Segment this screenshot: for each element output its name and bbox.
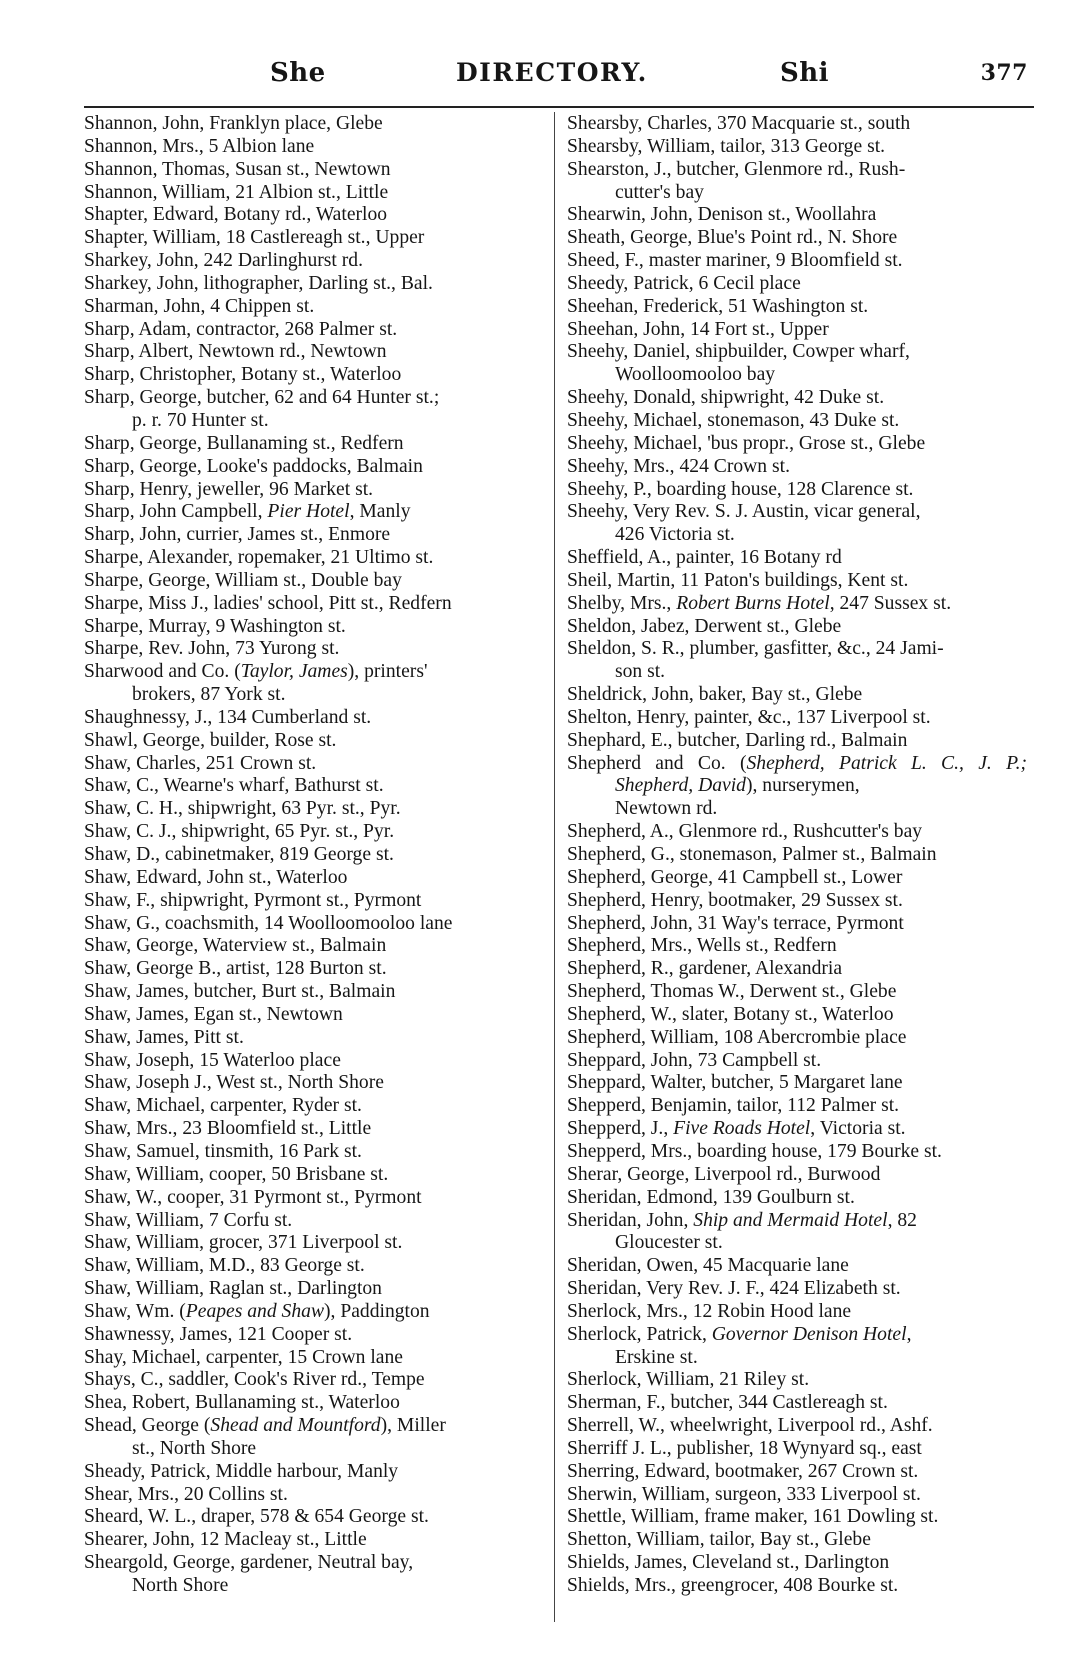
directory-entry: [567, 1529, 1027, 1552]
entry-text: Shepherd, Henry, bootmaker, 29 Sussex st.: [567, 889, 903, 911]
entry-text: Sheehy, Very Rev. S. J. Austin, vicar general,: [567, 501, 921, 523]
directory-entry: [567, 501, 1027, 547]
directory-entry: [84, 1415, 544, 1461]
directory-entry: [84, 1484, 544, 1507]
entry-text: Shaw, F., shipwright, Pyrmont st., Pyrmont: [84, 889, 422, 911]
entry-text: , 82: [887, 1209, 917, 1231]
directory-entry: [567, 753, 1027, 822]
entry-text: Sheldon, Jabez, Derwent st., Glebe: [567, 615, 842, 637]
directory-entry: [84, 1461, 544, 1484]
directory-entry: [84, 730, 544, 753]
entry-text: Shays, C., saddler, Cook's River rd., Tempe: [84, 1369, 425, 1391]
directory-entry: [84, 707, 544, 730]
entry-text: Shepperd, Benjamin, tailor, 112 Palmer st.: [567, 1095, 900, 1117]
entry-text: Shaw, George, Waterview st., Balmain: [84, 935, 387, 957]
directory-entry: [567, 821, 1027, 844]
column-divider: [554, 112, 555, 1622]
directory-entry: [84, 250, 544, 273]
right-column: [567, 113, 1027, 1598]
entry-text: Shaw, G., coachsmith, 14 Woolloomooloo lane: [84, 912, 453, 934]
entry-text: Shepherd, Mrs., Wells st., Redfern: [567, 935, 837, 957]
directory-entry: [567, 1210, 1027, 1256]
page-number: 377: [980, 60, 1028, 86]
entry-italic-text: Shead and Mountford: [210, 1415, 381, 1437]
directory-entry: [567, 387, 1027, 410]
directory-entry: [84, 753, 544, 776]
entry-text: Shaw, D., cabinetmaker, 819 George st.: [84, 844, 394, 865]
entry-text: Shetton, William, tailor, Bay st., Glebe: [567, 1529, 871, 1551]
entry-italic-text: Five Roads Hotel: [673, 1118, 811, 1140]
directory-entry: [567, 1369, 1027, 1392]
entry-text: Shannon, Mrs., 5 Albion lane: [84, 135, 315, 157]
directory-entry: [84, 1506, 544, 1529]
entry-italic-text: Shepherd, Patrick L. C., J. P.; Shepherd, David: [615, 752, 1027, 797]
entry-text: Shepperd, J.,: [567, 1118, 674, 1140]
entry-text: Shearsby, William, tailor, 313 George st.: [567, 135, 886, 157]
directory-entry: [84, 1232, 544, 1255]
directory-entry: [567, 616, 1027, 639]
directory-entry: [84, 296, 544, 319]
entry-text: Sharp, George, butcher, 62 and 64 Hunter st.;: [84, 387, 440, 409]
directory-entry: [84, 1027, 544, 1050]
entry-text: , Victoria st.: [810, 1118, 906, 1140]
entry-text: Sharp, George, Bullanaming st., Redfern: [84, 432, 404, 454]
entry-text: Sharkey, John, 242 Darlinghurst rd.: [84, 250, 363, 272]
entry-text: Shaw, James, Egan st., Newtown: [84, 1003, 343, 1025]
entry-text: Sheil, Martin, 11 Paton's buildings, Kent st.: [567, 569, 909, 591]
entry-text: Shannon, Thomas, Susan st., Newtown: [84, 158, 391, 180]
left-column: [84, 113, 544, 1598]
entry-text: Sheehy, Daniel, shipbuilder, Cowper wharf,: [567, 341, 910, 363]
entry-text: Sheehan, John, 14 Fort st., Upper: [567, 318, 829, 340]
entry-text: Shaw, C. J., shipwright, 65 Pyr. st., Pyr.: [84, 821, 395, 843]
directory-entry: [84, 593, 544, 616]
entry-text: Shepherd, Thomas W., Derwent st., Glebe: [567, 981, 897, 1003]
directory-entry: [567, 1004, 1027, 1027]
entry-text: Shaw, Joseph, 15 Waterloo place: [84, 1049, 341, 1071]
entry-text: Sheffield, A., painter, 16 Botany rd: [567, 547, 842, 569]
entry-text: ), Miller: [380, 1415, 446, 1437]
directory-entry: [567, 913, 1027, 936]
entry-text: Sharman, John, 4 Chippen st.: [84, 295, 315, 317]
entry-continuation: Newtown rd.: [615, 798, 718, 820]
entry-text: Sheehy, Michael, 'bus propr., Grose st., Glebe: [567, 432, 926, 454]
directory-entry: [567, 547, 1027, 570]
directory-entry: [84, 319, 544, 342]
entry-continuation: North Shore: [132, 1575, 229, 1596]
entry-text: Sharp, John, currier, James st., Enmore: [84, 524, 391, 546]
entry-text: Sharpe, Rev. John, 73 Yurong st.: [84, 638, 340, 660]
directory-entry: [567, 227, 1027, 250]
entry-text: Sharpe, Murray, 9 Washington st.: [84, 615, 346, 637]
entry-text: Shepherd, G., stonemason, Palmer st., Balmain: [567, 844, 937, 865]
entry-text: Shepperd, Mrs., boarding house, 179 Bourke st.: [567, 1140, 942, 1162]
directory-entry: [84, 890, 544, 913]
entry-text: ), Paddington: [324, 1300, 430, 1322]
entry-text: Shaw, William, Raglan st., Darlington: [84, 1278, 382, 1300]
directory-entry: [84, 1164, 544, 1187]
directory-entry: [567, 844, 1027, 867]
directory-entry: [567, 1050, 1027, 1073]
entry-text: Shettle, William, frame maker, 161 Dowling st.: [567, 1506, 939, 1528]
entry-text: Shea, Robert, Bullanaming st., Waterloo: [84, 1392, 400, 1414]
directory-entry: [567, 1392, 1027, 1415]
entry-continuation: son st.: [615, 661, 666, 683]
entry-text: Shaw, William, 7 Corfu st.: [84, 1209, 293, 1231]
header-rule: [84, 106, 1034, 108]
directory-entry: [567, 1575, 1027, 1598]
directory-entry: [567, 1278, 1027, 1301]
directory-entry: [567, 410, 1027, 433]
entry-text: Sherar, George, Liverpool rd., Burwood: [567, 1163, 881, 1185]
entry-text: Shaw, C. H., shipwright, 63 Pyr. st., Pyr.: [84, 798, 401, 820]
directory-entry: [84, 182, 544, 205]
entry-text: Shannon, John, Franklyn place, Glebe: [84, 113, 383, 134]
directory-entry: [84, 1369, 544, 1392]
entry-text: Sharp, George, Looke's paddocks, Balmain: [84, 455, 423, 477]
entry-text: Sherring, Edward, bootmaker, 267 Crown st.: [567, 1460, 919, 1482]
entry-text: Shepherd, George, 41 Campbell st., Lower: [567, 866, 903, 888]
directory-entry: [84, 113, 544, 136]
directory-entry: [84, 1141, 544, 1164]
entry-continuation: p. r. 70 Hunter st.: [132, 409, 269, 431]
directory-entry: [567, 319, 1027, 342]
entry-text: Sherriff J. L., publisher, 18 Wynyard sq., east: [567, 1437, 922, 1459]
entry-text: Shearsby, Charles, 370 Macquarie st., south: [567, 113, 911, 134]
directory-entry: [84, 1255, 544, 1278]
directory-entry: [84, 798, 544, 821]
entry-text: Sheard, W. L., draper, 578 & 654 George st.: [84, 1506, 429, 1528]
directory-entry: [567, 250, 1027, 273]
entry-text: ,: [906, 1323, 912, 1345]
directory-entry: [567, 204, 1027, 227]
entry-text: Shephard, E., butcher, Darling rd., Balmain: [567, 729, 908, 751]
entry-text: Sherlock, Patrick,: [567, 1323, 712, 1345]
entry-italic-text: Governor Denison Hotel: [711, 1323, 907, 1345]
entry-text: Shaw, George B., artist, 128 Burton st.: [84, 958, 387, 980]
directory-entry: [84, 570, 544, 593]
directory-entry: [567, 479, 1027, 502]
entry-text: Sherrell, W., wheelwright, Liverpool rd., Ashf.: [567, 1415, 933, 1437]
directory-entry: [84, 204, 544, 227]
entry-text: Shaw, James, butcher, Burt st., Balmain: [84, 981, 396, 1003]
entry-text: Sherwin, William, surgeon, 333 Liverpool st.: [567, 1483, 921, 1505]
directory-entry: [84, 341, 544, 364]
directory-entry: [567, 136, 1027, 159]
entry-text: Shaw, James, Pitt st.: [84, 1026, 244, 1048]
entry-text: Sheldrick, John, baker, Bay st., Glebe: [567, 684, 863, 706]
entry-text: Shapter, Edward, Botany rd., Waterloo: [84, 204, 388, 226]
entry-text: Sherman, F., butcher, 344 Castlereagh st.: [567, 1392, 888, 1414]
directory-entry: [84, 981, 544, 1004]
entry-text: Sherlock, Mrs., 12 Robin Hood lane: [567, 1300, 852, 1322]
entry-text: Sherlock, William, 21 Riley st.: [567, 1369, 810, 1391]
entry-text: Sharpe, Miss J., ladies' school, Pitt st., Redfern: [84, 592, 452, 614]
directory-entry: [567, 707, 1027, 730]
entry-text: Sharp, Christopher, Botany st., Waterloo: [84, 364, 402, 386]
entry-text: Shaw, Michael, carpenter, Ryder st.: [84, 1095, 362, 1117]
header-right-guide-word: Shi: [780, 58, 830, 88]
entry-text: Sheehy, P., boarding house, 128 Clarence st.: [567, 478, 914, 500]
directory-entry: [84, 1529, 544, 1552]
entry-text: Sheridan, Edmond, 139 Goulburn st.: [567, 1186, 855, 1208]
directory-entry: [84, 1187, 544, 1210]
directory-entry: [84, 1210, 544, 1233]
directory-entry: [567, 1072, 1027, 1095]
entry-text: Sheed, F., master mariner, 9 Bloomfield st.: [567, 250, 903, 272]
directory-entry: [567, 1118, 1027, 1141]
entry-text: Shaw, Wm. (: [84, 1300, 186, 1322]
directory-entry: [567, 273, 1027, 296]
entry-text: Sheargold, George, gardener, Neutral bay,: [84, 1552, 414, 1574]
entry-text: Sharp, John Campbell,: [84, 501, 268, 523]
entry-text: Sharwood and Co. (: [84, 661, 241, 683]
entry-italic-text: Ship and Mermaid Hotel: [693, 1209, 888, 1231]
entry-text: Shelby, Mrs.,: [567, 592, 677, 614]
entry-text: Shepherd and Co. (: [567, 752, 747, 774]
entry-text: Shaw, Samuel, tinsmith, 16 Park st.: [84, 1140, 362, 1162]
entry-text: Sheridan, Owen, 45 Macquarie lane: [567, 1255, 849, 1277]
directory-entry: [84, 136, 544, 159]
directory-entry: [567, 570, 1027, 593]
entry-italic-text: Robert Burns Hotel: [676, 592, 830, 614]
entry-text: Shaw, Edward, John st., Waterloo: [84, 866, 348, 888]
directory-entry: [84, 1004, 544, 1027]
directory-entry: [567, 1141, 1027, 1164]
directory-entry: [567, 1027, 1027, 1050]
entry-text: Shepherd, William, 108 Abercrombie place: [567, 1026, 907, 1048]
directory-entry: [84, 775, 544, 798]
entry-continuation: brokers, 87 York st.: [132, 684, 286, 706]
entry-continuation: 426 Victoria st.: [615, 524, 735, 546]
directory-entry: [567, 890, 1027, 913]
directory-entry: [84, 227, 544, 250]
directory-entry: [567, 730, 1027, 753]
directory-entry: [84, 456, 544, 479]
entry-text: Shawl, George, builder, Rose st.: [84, 729, 337, 751]
entry-text: Shaw, W., cooper, 31 Pyrmont st., Pyrmont: [84, 1186, 422, 1208]
directory-entry: [84, 547, 544, 570]
entry-text: Shear, Mrs., 20 Collins st.: [84, 1483, 288, 1505]
directory-entry: [84, 524, 544, 547]
entry-text: Sheady, Patrick, Middle harbour, Manly: [84, 1460, 399, 1482]
directory-entry: [567, 1324, 1027, 1370]
entry-continuation: Erskine st.: [615, 1346, 698, 1368]
directory-entry: [567, 1415, 1027, 1438]
directory-entry: [84, 638, 544, 661]
directory-entry: [567, 1255, 1027, 1278]
directory-entry: [567, 935, 1027, 958]
entry-text: Shaw, Joseph J., West st., North Shore: [84, 1072, 384, 1094]
entry-text: Shaw, Charles, 251 Crown st.: [84, 752, 317, 774]
entry-text: Shaw, William, grocer, 371 Liverpool st.: [84, 1232, 403, 1254]
directory-entry: [84, 433, 544, 456]
directory-entry: [567, 1095, 1027, 1118]
directory-entry: [567, 867, 1027, 890]
entry-text: Sheldon, S. R., plumber, gasfitter, &c., 24 Jami-: [567, 638, 944, 660]
entry-text: Shaw, William, M.D., 83 George st.: [84, 1255, 365, 1277]
entry-text: Sharpe, Alexander, ropemaker, 21 Ultimo st.: [84, 547, 434, 569]
directory-entry: [84, 1347, 544, 1370]
entry-text: Shearston, J., butcher, Glenmore rd., Rush-: [567, 158, 906, 180]
entry-text: , Manly: [349, 501, 411, 523]
entry-continuation: st., North Shore: [132, 1437, 257, 1459]
directory-entry: [84, 273, 544, 296]
directory-entry: [567, 1301, 1027, 1324]
directory-entry: [84, 616, 544, 639]
directory-entry: [84, 364, 544, 387]
entry-text: Sheehy, Donald, shipwright, 42 Duke st.: [567, 387, 885, 409]
directory-entry: [84, 387, 544, 433]
directory-entry: [84, 661, 544, 707]
directory-entry: [84, 1050, 544, 1073]
entry-text: Shaw, Mrs., 23 Bloomfield st., Little: [84, 1118, 372, 1140]
entry-text: ), nurserymen,: [745, 775, 860, 797]
entry-text: Shay, Michael, carpenter, 15 Crown lane: [84, 1346, 403, 1368]
directory-entry: [567, 638, 1027, 684]
entry-text: Shapter, William, 18 Castlereagh st., Upper: [84, 227, 425, 249]
directory-entry: [567, 296, 1027, 319]
directory-entry: [567, 1484, 1027, 1507]
directory-entry: [84, 1278, 544, 1301]
directory-entry: [567, 341, 1027, 387]
entry-italic-text: Taylor, James: [240, 661, 348, 683]
entry-text: Sheppard, John, 73 Campbell st.: [567, 1049, 822, 1071]
header-title: DIRECTORY.: [456, 58, 648, 87]
directory-entry: [567, 1461, 1027, 1484]
entry-italic-text: Pier Hotel: [267, 501, 350, 523]
entry-text: Sheedy, Patrick, 6 Cecil place: [567, 272, 801, 294]
directory-entry: [567, 113, 1027, 136]
directory-entry: [84, 821, 544, 844]
entry-text: , 247 Sussex st.: [829, 592, 952, 614]
directory-entry: [567, 1552, 1027, 1575]
entry-text: Shaughnessy, J., 134 Cumberland st.: [84, 706, 372, 728]
entry-text: Sheridan, Very Rev. J. F., 424 Elizabeth st.: [567, 1278, 901, 1300]
directory-entry: [567, 159, 1027, 205]
directory-entry: [84, 1552, 544, 1598]
directory-entry: [567, 1187, 1027, 1210]
entry-text: Shaw, C., Wearne's wharf, Bathurst st.: [84, 775, 384, 797]
entry-text: Sharkey, John, lithographer, Darling st., Bal.: [84, 272, 433, 294]
page-header: [84, 58, 1034, 98]
entry-text: ), printers': [347, 661, 428, 683]
entry-continuation: Gloucester st.: [615, 1232, 723, 1254]
directory-entry: [84, 1072, 544, 1095]
directory-entry: [84, 1392, 544, 1415]
entry-text: Shead, George (: [84, 1415, 211, 1437]
entry-text: Sharpe, George, William st., Double bay: [84, 569, 402, 591]
entry-text: Shearwin, John, Denison st., Woollahra: [567, 204, 877, 226]
directory-entry: [84, 844, 544, 867]
entry-text: Shepherd, A., Glenmore rd., Rushcutter's bay: [567, 821, 923, 843]
directory-entry: [84, 159, 544, 182]
directory-entry: [567, 684, 1027, 707]
entry-text: Shaw, William, cooper, 50 Brisbane st.: [84, 1163, 389, 1185]
directory-entry: [567, 958, 1027, 981]
entry-text: Shearer, John, 12 Macleay st., Little: [84, 1529, 367, 1551]
entry-text: Sheehy, Mrs., 424 Crown st.: [567, 455, 790, 477]
directory-entry: [84, 958, 544, 981]
entry-text: Sharp, Albert, Newtown rd., Newtown: [84, 341, 387, 363]
directory-entry: [567, 1506, 1027, 1529]
entry-text: Shepherd, John, 31 Way's terrace, Pyrmont: [567, 912, 904, 934]
directory-entry: [84, 1301, 544, 1324]
directory-entry: [84, 1095, 544, 1118]
entry-text: Sheridan, John,: [567, 1209, 694, 1231]
entry-continuation: cutter's bay: [615, 181, 704, 203]
entry-text: Sheppard, Walter, butcher, 5 Margaret lane: [567, 1072, 903, 1094]
directory-entry: [567, 1438, 1027, 1461]
entry-italic-text: Peapes and Shaw: [185, 1300, 325, 1322]
directory-entry: [567, 593, 1027, 616]
entry-text: Shawnessy, James, 121 Cooper st.: [84, 1323, 353, 1345]
entry-text: Sharp, Adam, contractor, 268 Palmer st.: [84, 318, 398, 340]
entry-text: Shelton, Henry, painter, &c., 137 Liverpool st.: [567, 706, 931, 728]
directory-entry: [84, 1324, 544, 1347]
directory-entry: [84, 1118, 544, 1141]
entry-continuation: Woolloomooloo bay: [615, 364, 776, 386]
directory-entry: [84, 867, 544, 890]
entry-text: Shannon, William, 21 Albion st., Little: [84, 181, 389, 203]
entry-text: Shields, James, Cleveland st., Darlington: [567, 1552, 890, 1574]
directory-entry: [567, 1164, 1027, 1187]
directory-entry: [84, 479, 544, 502]
directory-entry: [84, 913, 544, 936]
entry-text: Shields, Mrs., greengrocer, 408 Bourke st.: [567, 1575, 899, 1596]
header-left-guide-word: She: [270, 58, 326, 88]
entry-text: Sheehy, Michael, stonemason, 43 Duke st.: [567, 409, 900, 431]
directory-entry: [84, 935, 544, 958]
directory-entry: [567, 433, 1027, 456]
directory-entry: [567, 981, 1027, 1004]
directory-entry: [84, 501, 544, 524]
entry-text: Sharp, Henry, jeweller, 96 Market st.: [84, 478, 374, 500]
entry-text: Shepherd, R., gardener, Alexandria: [567, 958, 843, 980]
entry-text: Shepherd, W., slater, Botany st., Waterloo: [567, 1003, 894, 1025]
entry-text: Sheehan, Frederick, 51 Washington st.: [567, 295, 869, 317]
entry-text: Sheath, George, Blue's Point rd., N. Shore: [567, 227, 898, 249]
directory-entry: [567, 456, 1027, 479]
